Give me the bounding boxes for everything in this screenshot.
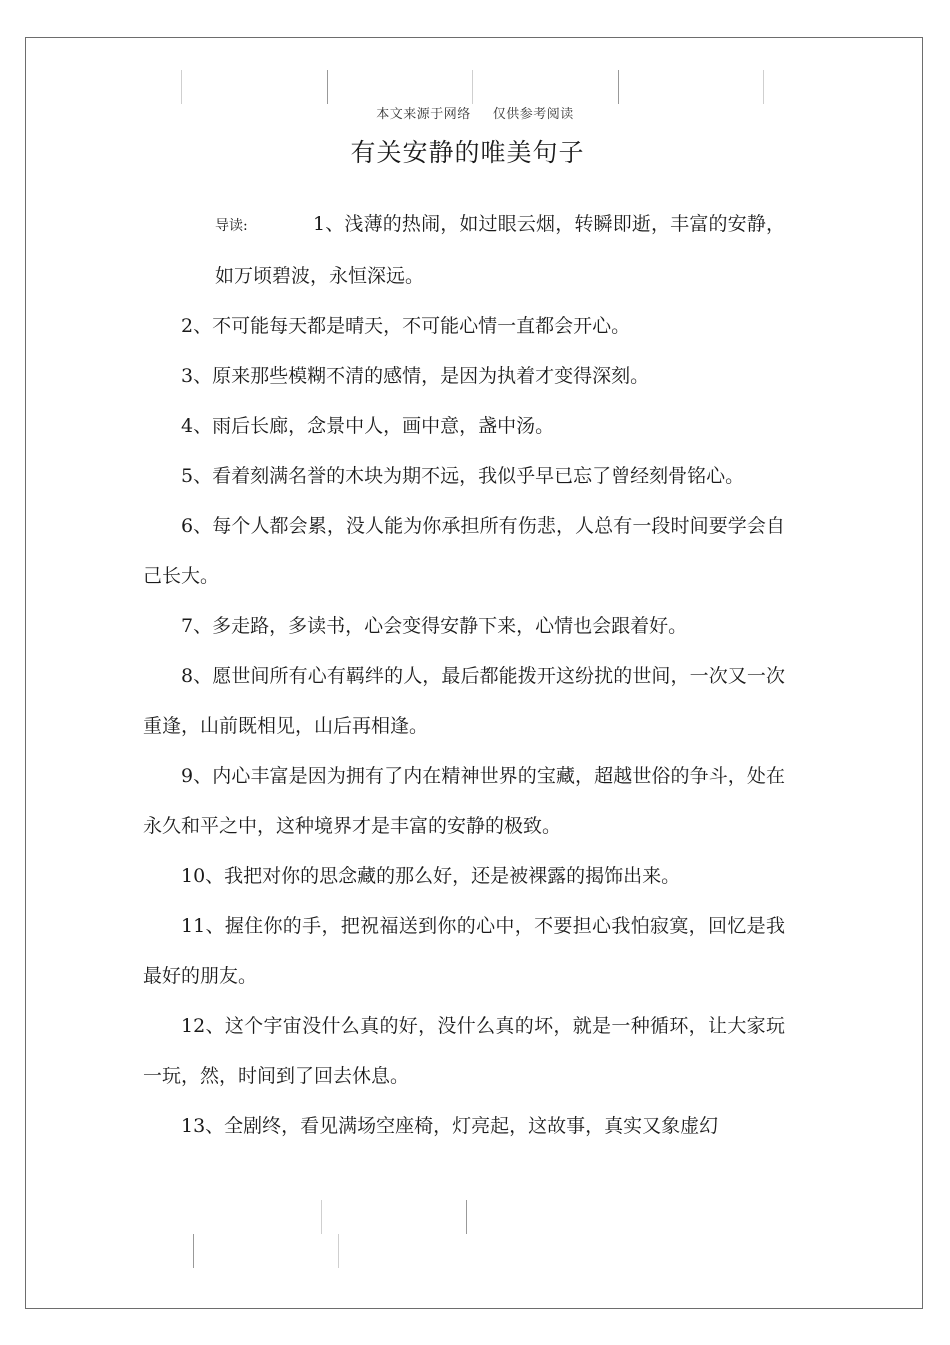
paragraph-text: 1、浅薄的热闹，如过眼云烟，转瞬即逝，丰富的安静，如万顷碧波，永恒深远。 (215, 213, 785, 287)
paragraph-11: 11、握住你的手，把祝福送到你的心中，不要担心我怕寂寞，回忆是我最好的朋友。 (143, 915, 785, 987)
scan-line (321, 1200, 322, 1234)
paragraph-3: 3、原来那些模糊不清的感情，是因为执着才变得深刻。 (181, 365, 650, 387)
paragraph-8: 8、愿世间所有心有羁绊的人，最后都能拨开这纷扰的世间，一次又一次重逢，山前既相见，山后再相逢。 (143, 665, 785, 737)
scan-line (338, 1234, 339, 1268)
scan-line (466, 1200, 467, 1234)
paragraph-13: 13、全剧终，看见满场空座椅，灯亮起，这故事，真实又象虚幻 (181, 1115, 719, 1137)
scan-line (472, 70, 473, 104)
paragraph-5: 5、看着刻满名誉的木块为期不远，我似乎早已忘了曾经刻骨铭心。 (181, 465, 745, 487)
scan-line (618, 70, 619, 104)
paragraph-7: 7、多走路，多读书，心会变得安静下来，心情也会跟着好。 (181, 615, 688, 637)
page-title: 有关安静的唯美句子 (350, 138, 585, 167)
scan-line (193, 1234, 194, 1268)
source-note: 本文来源于网络 (376, 107, 471, 122)
scan-line (181, 70, 182, 104)
scan-line (763, 70, 764, 104)
paragraph-9: 9、内心丰富是因为拥有了内在精神世界的宝藏，超越世俗的争斗，处在永久和平之中，这种境界才是丰富的安静的极致。 (143, 765, 785, 837)
scan-line (327, 70, 328, 104)
reference-note: 仅供参考阅读 (492, 107, 574, 122)
paragraph-4: 4、雨后长廊，念景中人，画中意，盏中汤。 (181, 415, 555, 437)
paragraph-2: 2、不可能每天都是晴天，不可能心情一直都会开心。 (181, 315, 631, 337)
paragraph-10: 10、我把对你的思念藏的那么好，还是被裸露的揭饰出来。 (181, 865, 681, 887)
header-note (0, 103, 950, 122)
paragraph-1 (143, 199, 785, 301)
intro-label: 导读: (215, 218, 248, 234)
paragraph-12: 12、这个宇宙没什么真的好，没什么真的坏，就是一种循环，让大家玩一玩，然，时间到了回去休息。 (143, 1015, 785, 1087)
paragraph-6: 6、每个人都会累，没人能为你承担所有伤悲，人总有一段时间要学会自己长大。 (143, 515, 785, 587)
document-body (143, 199, 785, 1151)
